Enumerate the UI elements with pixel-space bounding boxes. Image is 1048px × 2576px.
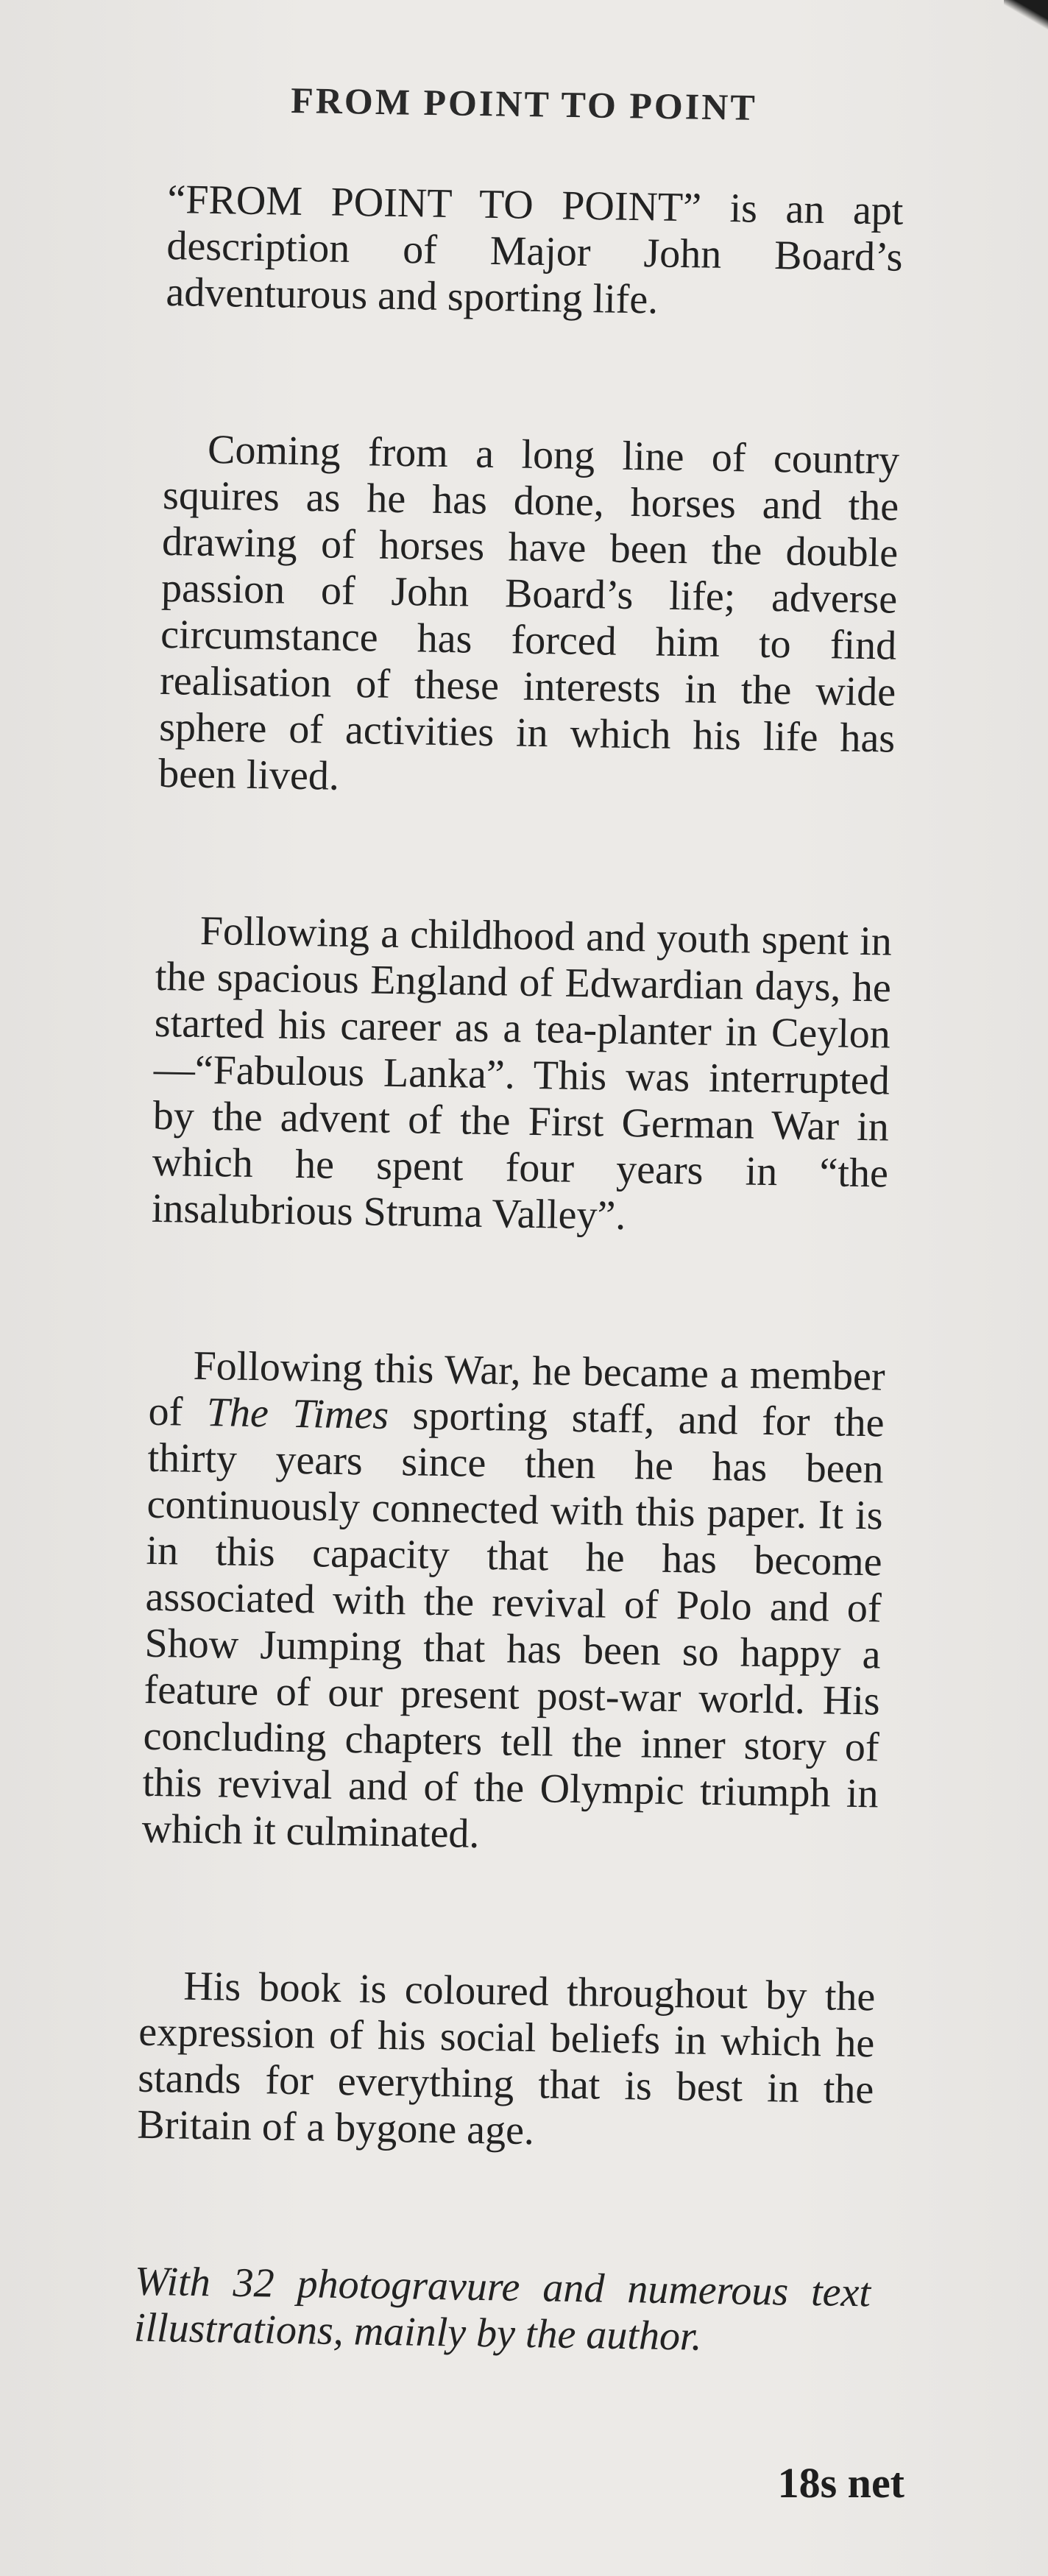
paragraph-the-times [141, 1342, 885, 1864]
paragraph-career: Following a childhood and youth spent in the spacious England of Edwardian days, he started his career as a tea-planter in Ceylon—“Fabulous Lanka”. This was interrupted by the advent of the First German War in which he spent four years in “the insalubrious Struma Valley”. [151, 907, 893, 1239]
page-title: FROM POINT TO POINT [290, 79, 758, 128]
illustrations-note: With 32 photogravure and numerous text illustrations, mainly by the author. [133, 2258, 871, 2360]
quote-open: “ [167, 177, 186, 223]
blurb-body [132, 177, 904, 2473]
times-after: sporting staff, and for the thirty years since then he has been continuously connected with this paper. It is in this capacity that he has become associated with the revival of Polo and of Show Jumping that has been so happy a feature of our present post-war world. His concluding chapters tell the inner story of this revival and of the Olympic triumph in which it culminated. [141, 1392, 885, 1857]
paragraph-intro [166, 177, 904, 328]
newspaper-name: The Times [206, 1390, 389, 1438]
dark-corner [1004, 0, 1048, 29]
times-before: Following this War, he became a member of [148, 1342, 885, 1436]
intro-rest: ” is an apt description of Major John Board’s adventurous and sporting life. [166, 185, 904, 323]
book-title-mention: FROM POINT TO POINT [185, 177, 684, 230]
price-label: 18s net [777, 2459, 904, 2507]
paragraph-family: Coming from a long line of country squires as he has done, horses and the drawing of horses have been the double passion of John Board’s life; adverse circumstance has forced him to find realisation of these interests in the wide sphere of activities in which his life has been lived. [157, 426, 900, 799]
paragraph-beliefs: His book is coloured throughout by the expression of his social beliefs in which he stands for everything that is best in the Britain of a bygone age. [136, 1963, 876, 2154]
